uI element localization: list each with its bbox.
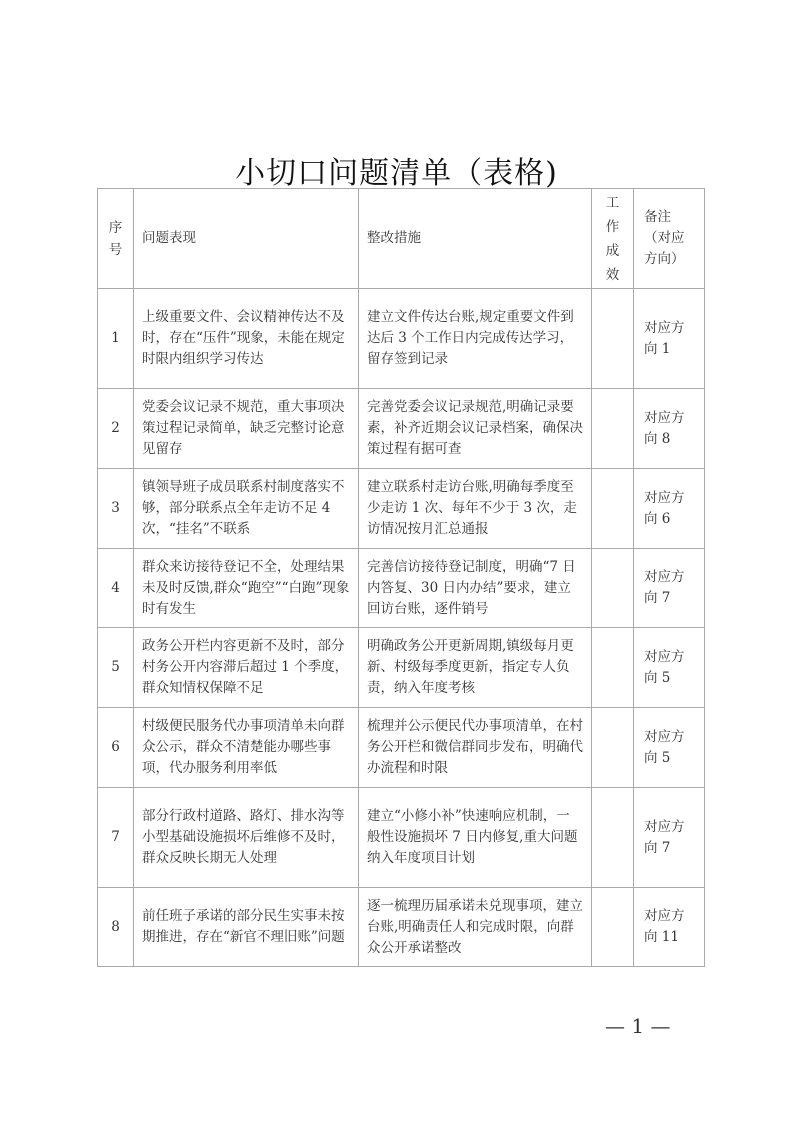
result-cell <box>592 389 634 469</box>
table-row <box>98 788 705 888</box>
measures-cell: 建立“小修小补”快速响应机制，一般性设施损坏 7 日内修复,重大问题纳入年度项目计划 <box>359 788 592 888</box>
remark-cell: 对应方向 7 <box>634 788 705 888</box>
problem-cell: 前任班子承诺的部分民生实事未按期推进，存在“新官不理旧账”问题 <box>134 888 359 967</box>
measures-cell: 逐一梳理历届承诺未兑现事项，建立台账,明确责任人和完成时限，向群众公开承诺整改 <box>359 888 592 967</box>
row-number: 7 <box>98 788 134 888</box>
remark-cell: 对应方向 7 <box>634 549 705 628</box>
remark-cell: 对应方向 5 <box>634 708 705 788</box>
table-row <box>98 708 705 788</box>
result-cell <box>592 289 634 389</box>
result-cell <box>592 788 634 888</box>
problem-cell: 部分行政村道路、路灯、排水沟等小型基础设施损坏后维修不及时，群众反映长期无人处理 <box>134 788 359 888</box>
problem-cell: 政务公开栏内容更新不及时，部分村务公开内容滞后超过 1 个季度，群众知情权保障不足 <box>134 628 359 708</box>
table-row <box>98 469 705 549</box>
measures-cell: 完善党委会议记录规范,明确记录要素，补齐近期会议记录档案，确保决策过程有据可查 <box>359 389 592 469</box>
row-number: 5 <box>98 628 134 708</box>
remark-cell: 对应方向 8 <box>634 389 705 469</box>
header-measures: 整改措施 <box>359 189 592 289</box>
row-number: 8 <box>98 888 134 967</box>
table-row <box>98 549 705 628</box>
measures-cell: 梳理并公示便民代办事项清单，在村务公开栏和微信群同步发布，明确代办流程和时限 <box>359 708 592 788</box>
result-cell <box>592 708 634 788</box>
problem-cell: 上级重要文件、会议精神传达不及时，存在“压件”现象，未能在规定时限内组织学习传达 <box>134 289 359 389</box>
row-number: 4 <box>98 549 134 628</box>
table-row <box>98 628 705 708</box>
problem-cell: 村级便民服务代办事项清单未向群众公示，群众不清楚能办哪些事项，代办服务利用率低 <box>134 708 359 788</box>
remark-cell: 对应方向 5 <box>634 628 705 708</box>
remark-cell: 对应方向 11 <box>634 888 705 967</box>
result-cell <box>592 888 634 967</box>
row-number: 6 <box>98 708 134 788</box>
remark-cell: 对应方向 1 <box>634 289 705 389</box>
measures-cell: 明确政务公开更新周期,镇级每月更新、村级每季度更新，指定专人负责，纳入年度考核 <box>359 628 592 708</box>
problem-cell: 群众来访接待登记不全，处理结果未及时反馈,群众“跑空”“白跑”现象时有发生 <box>134 549 359 628</box>
page-title: 小切口问题清单（表格) <box>235 156 558 191</box>
measures-cell: 建立文件传达台账,规定重要文件到达后 3 个工作日内完成传达学习，留存签到记录 <box>359 289 592 389</box>
row-number: 3 <box>98 469 134 549</box>
problem-table <box>97 188 705 967</box>
measures-cell: 建立联系村走访台账,明确每季度至少走访 1 次、每年不少于 3 次，走访情况按月汇总通报 <box>359 469 592 549</box>
problem-cell: 党委会议记录不规范，重大事项决策过程记录简单，缺乏完整讨论意见留存 <box>134 389 359 469</box>
measures-cell: 完善信访接待登记制度，明确“7 日内答复、30 日内办结”要求，建立回访台账，逐件销号 <box>359 549 592 628</box>
header-remark: 备注（对应方向） <box>634 189 705 289</box>
remark-cell: 对应方向 6 <box>634 469 705 549</box>
table-row <box>98 289 705 389</box>
page-number: — 1 — <box>605 1014 671 1038</box>
problem-cell: 镇领导班子成员联系村制度落实不够，部分联系点全年走访不足 4 次，“挂名”不联系 <box>134 469 359 549</box>
row-number: 2 <box>98 389 134 469</box>
header-no: 序号 <box>98 189 134 289</box>
table-row <box>98 888 705 967</box>
result-cell <box>592 628 634 708</box>
result-cell <box>592 469 634 549</box>
result-cell <box>592 549 634 628</box>
row-number: 1 <box>98 289 134 389</box>
table-header-row <box>98 189 705 289</box>
header-result: 工作成效 <box>592 189 634 289</box>
table-row <box>98 389 705 469</box>
header-problem: 问题表现 <box>134 189 359 289</box>
